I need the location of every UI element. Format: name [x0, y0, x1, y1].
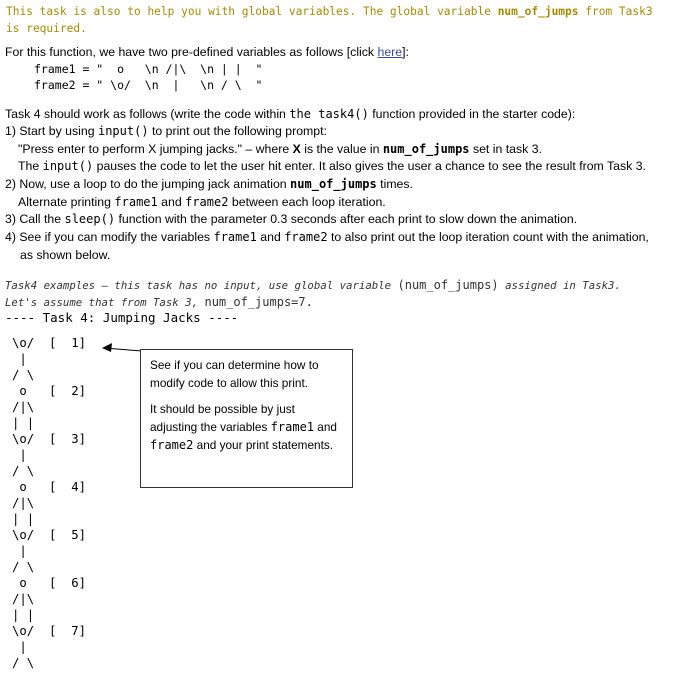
animation-line: \o/ [ 3]: [12, 432, 87, 446]
step-2-sub: Alternate printing frame1 and frame2 between each loop iteration.: [18, 195, 386, 209]
animation-line: \o/ [ 7]: [12, 624, 87, 638]
global-variable-note: This task is also to help you with global variables. The global variable num_of_jumps from Task3 is required.: [6, 5, 653, 35]
animation-line: / \: [12, 368, 35, 382]
arrow-icon: [100, 341, 144, 355]
animation-line: | |: [12, 608, 35, 622]
intro-text: For this function, we have two pre-defined variables as follows [click here]:: [5, 45, 409, 59]
animation-line: /|\: [12, 400, 35, 414]
animation-line: \o/ [ 1]: [12, 336, 87, 350]
animation-line: |: [12, 448, 27, 462]
step-3: 3) Call the sleep() function with the parameter 0.3 seconds after each print to slow down the animation.: [5, 212, 578, 226]
frame2-definition: frame2 = " \o/ \n | \n / \ ": [34, 78, 263, 92]
here-link[interactable]: here: [377, 45, 403, 59]
frame1-definition: frame1 = " o \n /|\ \n | | ": [34, 62, 263, 76]
animation-line: /|\: [12, 592, 35, 606]
examples-line-1: Task4 examples – this task has no input, use global variable (num_of_jumps) assigned in Task3.: [5, 278, 621, 292]
animation-line: | |: [12, 416, 35, 430]
task4-intro: Task 4 should work as follows (write the code within the task4() function provided in the starter code):: [5, 107, 576, 121]
step-1: 1) Start by using input() to print out the following prompt:: [5, 124, 327, 138]
animation-line: / \: [12, 656, 35, 670]
animation-line: / \: [12, 464, 35, 478]
animation-line: o [ 2]: [12, 384, 87, 398]
hint-text-1: See if you can determine how to modify code to allow this print.: [150, 358, 319, 390]
animation-line: \o/ [ 5]: [12, 528, 87, 542]
animation-line: o [ 4]: [12, 480, 87, 494]
animation-line: o [ 6]: [12, 576, 87, 590]
hint-callout: [140, 349, 353, 488]
step-1-prompt: "Press enter to perform X jumping jacks." – where X is the value in num_of_jumps set in task 3.: [18, 142, 542, 156]
animation-line: | |: [12, 512, 35, 526]
hint-text-2: It should be possible by just adjusting the variables frame1 and frame2 and your print statements.: [150, 402, 337, 452]
animation-line: / \: [12, 560, 35, 574]
step-4: 4) See if you can modify the variables frame1 and frame2 to also print out the loop iteration count with the animation,: [5, 230, 649, 244]
output-header: ---- Task 4: Jumping Jacks ----: [5, 310, 239, 325]
animation-line: |: [12, 544, 27, 558]
step-4-cont: as shown below.: [20, 248, 111, 262]
step-2: 2) Now, use a loop to do the jumping jack animation num_of_jumps times.: [5, 177, 413, 191]
animation-line: /|\: [12, 496, 35, 510]
animation-line: |: [12, 640, 27, 654]
animation-line: |: [12, 352, 27, 366]
step-1-note: The input() pauses the code to let the user hit enter. It also gives the user a chance to see the result from Task 3.: [18, 159, 646, 173]
examples-line-2: Let's assume that from Task 3, num_of_jumps=7.: [5, 295, 313, 309]
animation-output: [12, 335, 86, 671]
